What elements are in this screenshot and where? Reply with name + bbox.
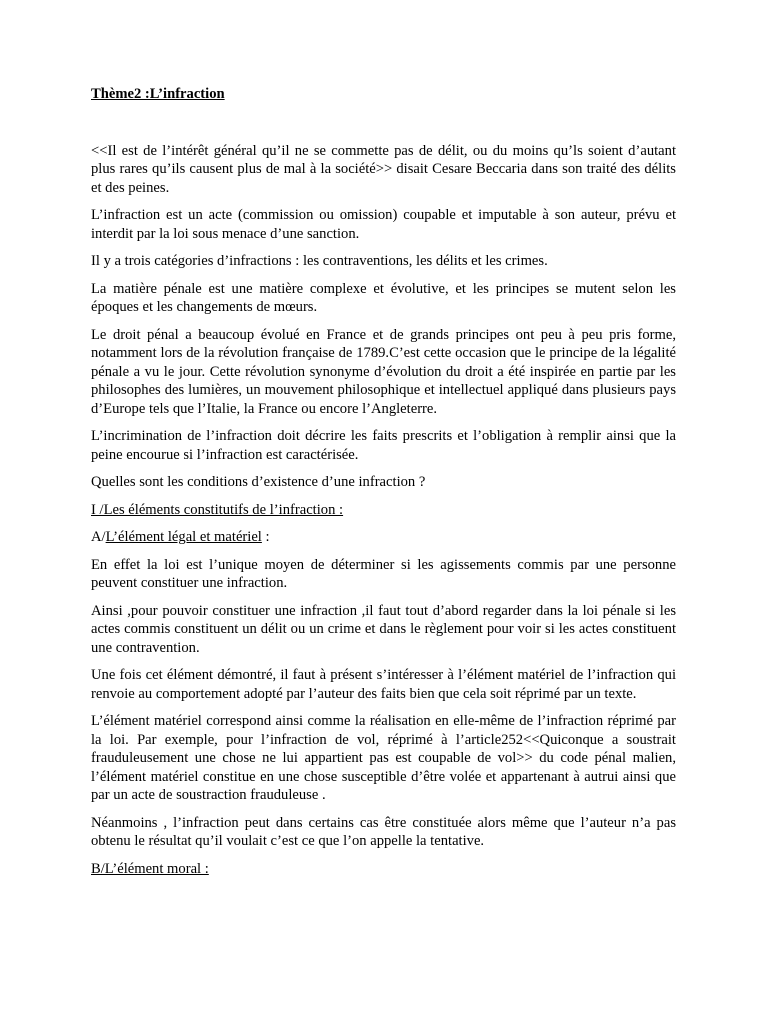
title-spacing (91, 104, 676, 142)
paragraph-definition: L’infraction est un acte (commission ou omission) coupable et imputable à son auteur, prévu et interdit par la loi sous menace d’une sanction. (91, 207, 676, 242)
paragraph-evolution: La matière pénale est une matière complexe et évolutive, et les principes se mutent selon les époques et les changements de mœurs. (91, 280, 676, 315)
paragraph-beccaria-quote: <<Il est de l’intérêt général qu’il ne se commette pas de délit, ou du moins qu’ls soient d’autant plus rares qu’ils causent plus de mal à la société>> disait Cesare Beccaria dans son traité des délits et des peines. (91, 142, 676, 196)
paragraph-categories: Il y a trois catégories d’infractions : les contraventions, les délits et les crimes. (91, 253, 548, 269)
paragraph-theft-example: L’élément matériel correspond ainsi comme la réalisation en elle-même de l’infraction réprimé par la loi. Par exemple, pour l’infraction de vol, réprimé à l’article252<<Quiconque a soustrait frauduleusement une chose ne lui appartient pas est coupable de vol>> du code pénal malien, l’élément matériel constitue en une chose susceptible d’être volée et appartenant à autrui ainsi que par un acte de soustraction frauduleuse . (91, 713, 676, 803)
paragraph-attempt: Néanmoins , l’infraction peut dans certains cas être constituée alors même que l’auteur n’a pas obtenu le résultat qu’il voulait c’est ce que l’on appelle la tentative. (91, 814, 676, 849)
document-title: Thème2 :L’infraction (91, 86, 225, 102)
paragraph-penal-law-check: Ainsi ,pour pouvoir constituer une infraction ,il faut tout d’abord regarder dans la loi pénale si les actes commis constituent un délit ou un crime et dans le règlement pour voir si les actes constituent une contravention. (91, 602, 676, 656)
section-heading-1-text: I /Les éléments constitutifs de l’infraction : (91, 501, 344, 518)
paragraph-material-element: Une fois cet élément démontré, il faut à présent s’intéresser à l’élément matériel de l’infraction qui renvoie au comportement adopté par l’auteur des faits bien que cela soit réprimé par un texte. (91, 667, 676, 702)
subsection-a-prefix: A/ (91, 529, 106, 545)
subsection-heading-b (91, 860, 676, 879)
paragraph-question: Quelles sont les conditions d’existence d’une infraction ? (91, 474, 426, 490)
paragraph-law-means: En effet la loi est l’unique moyen de déterminer si les agissements commis par une personne peuvent constituer une infraction. (91, 556, 676, 591)
subsection-heading-a (91, 528, 676, 547)
document-body (91, 85, 676, 887)
paragraph-incrimination: L’incrimination de l’infraction doit décrire les faits prescrits et l’obligation à remplir ainsi que la peine encourue si l’infraction est caractérisée. (91, 428, 676, 463)
subsection-b-title: B/L’élément moral : (91, 860, 209, 877)
section-heading-1 (91, 501, 676, 520)
subsection-a-title: L’élément légal et matériel (105, 529, 262, 545)
paragraph-history: Le droit pénal a beaucoup évolué en France et de grands principes ont peu à peu pris forme, notamment lors de la révolution française de 1789.C’est cette occasion que le principe de la légalité pénale a vu le jour. Cette révolution synonyme d’évolution du droit a été inspirée en partie par les philosophes des lumières, un mouvement philosophique et intellectuel appliqué dans plusieurs pays d’Europe tels que l’Italie, la France ou encore l’Angleterre. (91, 326, 676, 417)
subsection-a-suffix: : (261, 529, 270, 545)
